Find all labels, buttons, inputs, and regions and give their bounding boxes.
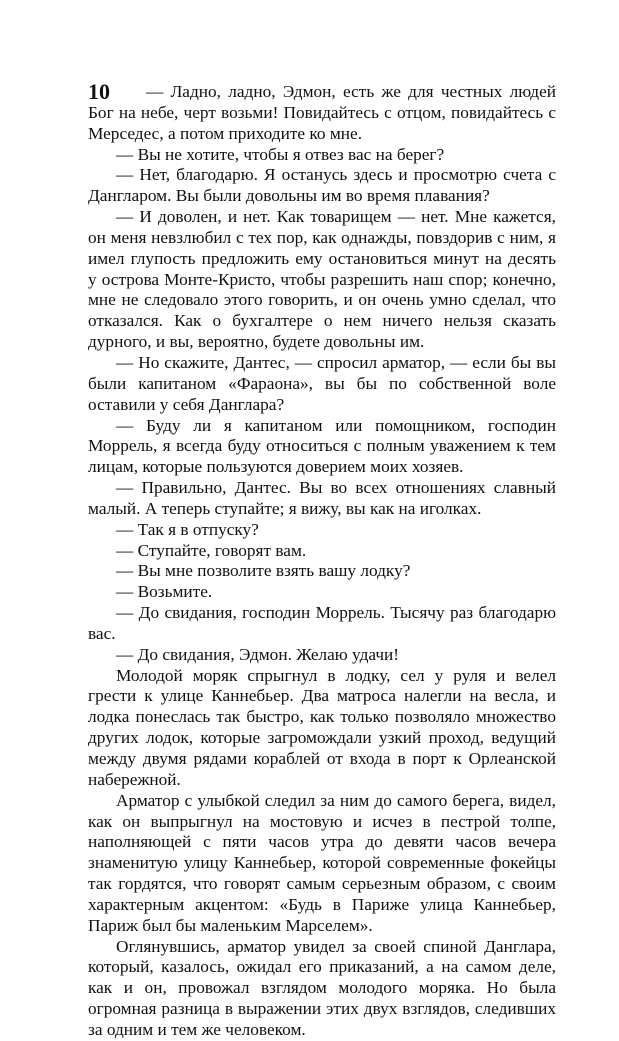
- paragraph: Арматор с улыбкой следил за ним до самого берега, видел, как он выпрыгнул на мостовую и исчез в пестрой толпе, наполняющей с пяти часов утра до девяти часов вечера знаменитую улицу Каннебьер, которой современные фокейцы так гордятся, что говорят самым серьезным образом, с своим характерным акцентом: «Будь в Париже улица Каннебьер, Париж был бы маленьким Марселем».: [88, 790, 556, 935]
- paragraph: — Но скажите, Дантес, — спросил арматор, — если бы вы были капитаном «Фараона», вы бы по собственной воле оставили у себя Данглара?: [88, 352, 556, 414]
- page-text: [88, 79, 556, 1041]
- page-number: 10: [88, 79, 110, 104]
- paragraph: — Нет, благодарю. Я останусь здесь и просмотрю счета с Данглаpом. Вы были довольны им во время плавания?: [88, 165, 556, 206]
- paragraph: — И доволен, и нет. Как товарищем — нет. Мне кажется, он меня невзлюбил с тех пор, как однажды, повздорив с ним, я имел глупость предложить ему остановиться минут на десять у острова Монте-Кристо, чтобы разрешить наш спор; конечно, мне не следовало этого говорить, и он очень умно сделал, что отказался. Как о бухгалтере о нем ничего нельзя сказать дурного, и вы, вероятно, будете довольны им.: [88, 207, 556, 352]
- paragraph: — Вы мне позволите взять вашу лодку?: [116, 561, 411, 581]
- paragraph: — До свидания, господин Моррель. Тысячу раз благодарю вас.: [88, 603, 556, 643]
- paragraph: Молодой моряк спрыгнул в лодку, сел у руля и велел грести к улице Каннебьер. Два матроса налегли на весла, и лодка понеслась так быстро, как только позволяло множество других лодок, которые загромождали узкий проход, ведущий между двумя рядами кораблей от входа в порт к Орлеанской набережной.: [88, 665, 556, 789]
- paragraph: — Вы не хотите, чтобы я отвез вас на берег?: [116, 144, 445, 164]
- paragraph: — Возьмите.: [116, 582, 213, 602]
- paragraph: — До свидания, Эдмон. Желаю удачи!: [116, 644, 400, 664]
- paragraph: Оглянувшись, арматор увидел за своей спиной Данглара, который, казалось, ожидал его приказаний, а на самом деле, как и он, провожал взглядом молодого моряка. Но была огромная разница в выражении этих двух взглядов, следивших за одним и тем же человеком.: [88, 936, 556, 1039]
- paragraph: — Правильно, Дантес. Вы во всех отношениях славный малый. А теперь ступайте; я вижу, вы как на иголках.: [88, 478, 556, 518]
- paragraph: — Так я в отпуску?: [116, 519, 259, 539]
- paragraph: — Ступайте, говорят вам.: [116, 540, 307, 560]
- paragraph: — Ладно, ладно, Эдмон, есть же для честных людей Бог на небе, черт возьми! Повидайтесь с отцом, повидайтесь с Мерседес, а потом приходите ко мне.: [88, 82, 556, 143]
- paragraph: — Буду ли я капитаном или помощником, господин Моррель, я всегда буду относиться с полным уважением к тем лицам, которые пользуются доверием моих хозяев.: [88, 415, 556, 477]
